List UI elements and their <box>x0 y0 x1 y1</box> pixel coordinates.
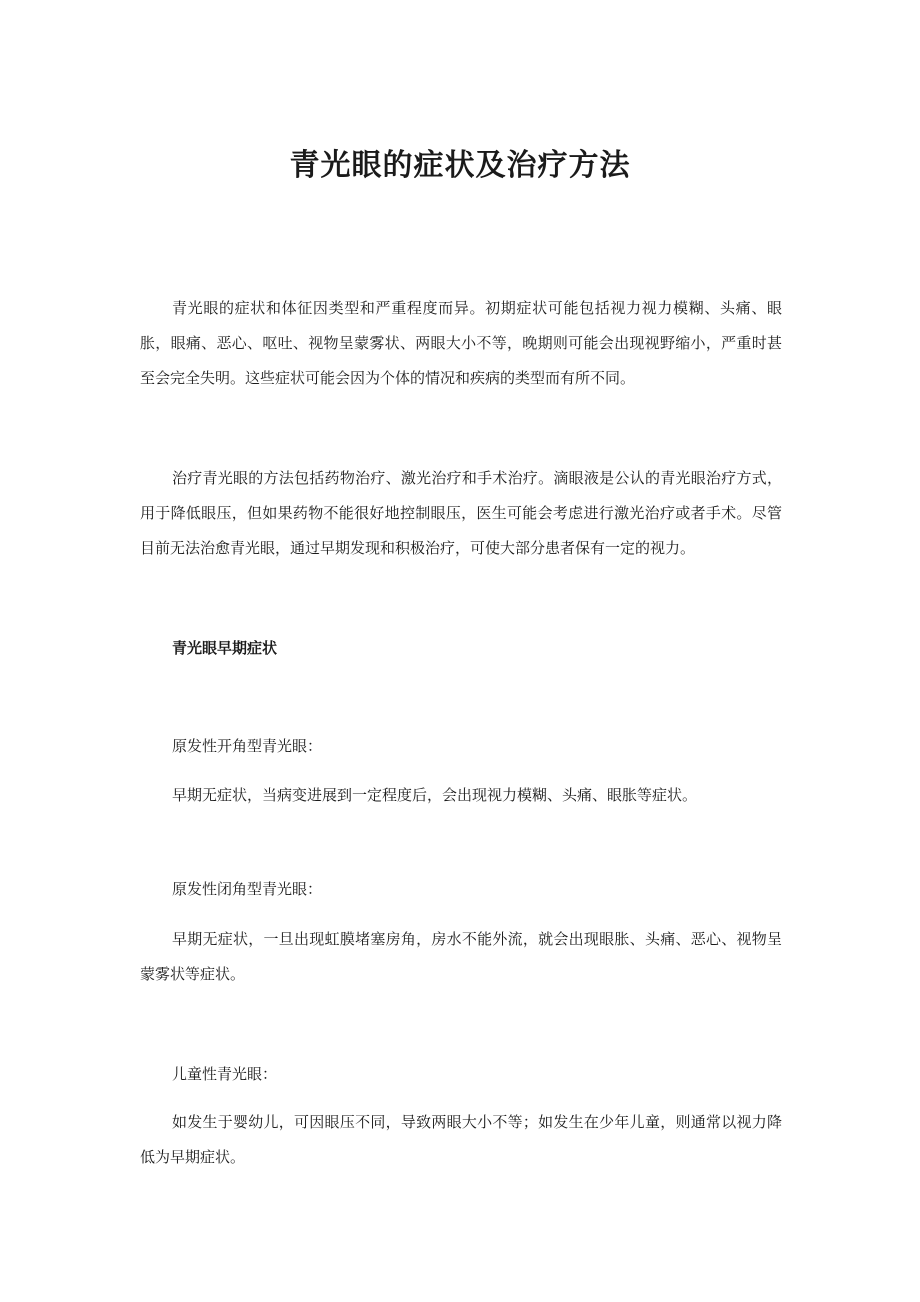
type-name-childhood: 儿童性青光眼： <box>172 1065 278 1083</box>
type-description-childhood: 如发生于婴幼儿，可因眼压不同，导致两眼大小不等；如发生在少年儿童，则通常以视力降低为早期症状。 <box>140 1113 782 1166</box>
type-description-open-angle: 早期无症状，当病变进展到一定程度后，会出现视力模糊、头痛、眼胀等症状。 <box>172 786 698 804</box>
intro-paragraph-symptoms: 青光眼的症状和体征因类型和严重程度而异。初期症状可能包括视力视力模糊、头痛、眼胀，眼痛、恶心、呕吐、视物呈蒙雾状、两眼大小不等，晚期则可能会出现视野缩小，严重时甚至会完全失明。这些症状可能会因为个体的情况和疾病的类型而有所不同。 <box>140 299 782 387</box>
document-title: 青光眼的症状及治疗方法 <box>289 148 631 183</box>
type-name-closed-angle: 原发性闭角型青光眼： <box>172 880 323 898</box>
section-heading: 青光眼早期症状 <box>172 639 278 657</box>
type-description-closed-angle: 早期无症状，一旦出现虹膜堵塞房角，房水不能外流，就会出现眼胀、头痛、恶心、视物呈蒙雾状等症状。 <box>140 930 782 983</box>
intro-paragraph-treatment: 治疗青光眼的方法包括药物治疗、激光治疗和手术治疗。滴眼液是公认的青光眼治疗方式，用于降低眼压，但如果药物不能很好地控制眼压，医生可能会考虑进行激光治疗或者手术。尽管目前无法治愈青光眼，通过早期发现和积极治疗，可使大部分患者保有一定的视力。 <box>140 469 782 557</box>
type-name-open-angle: 原发性开角型青光眼： <box>172 737 323 755</box>
